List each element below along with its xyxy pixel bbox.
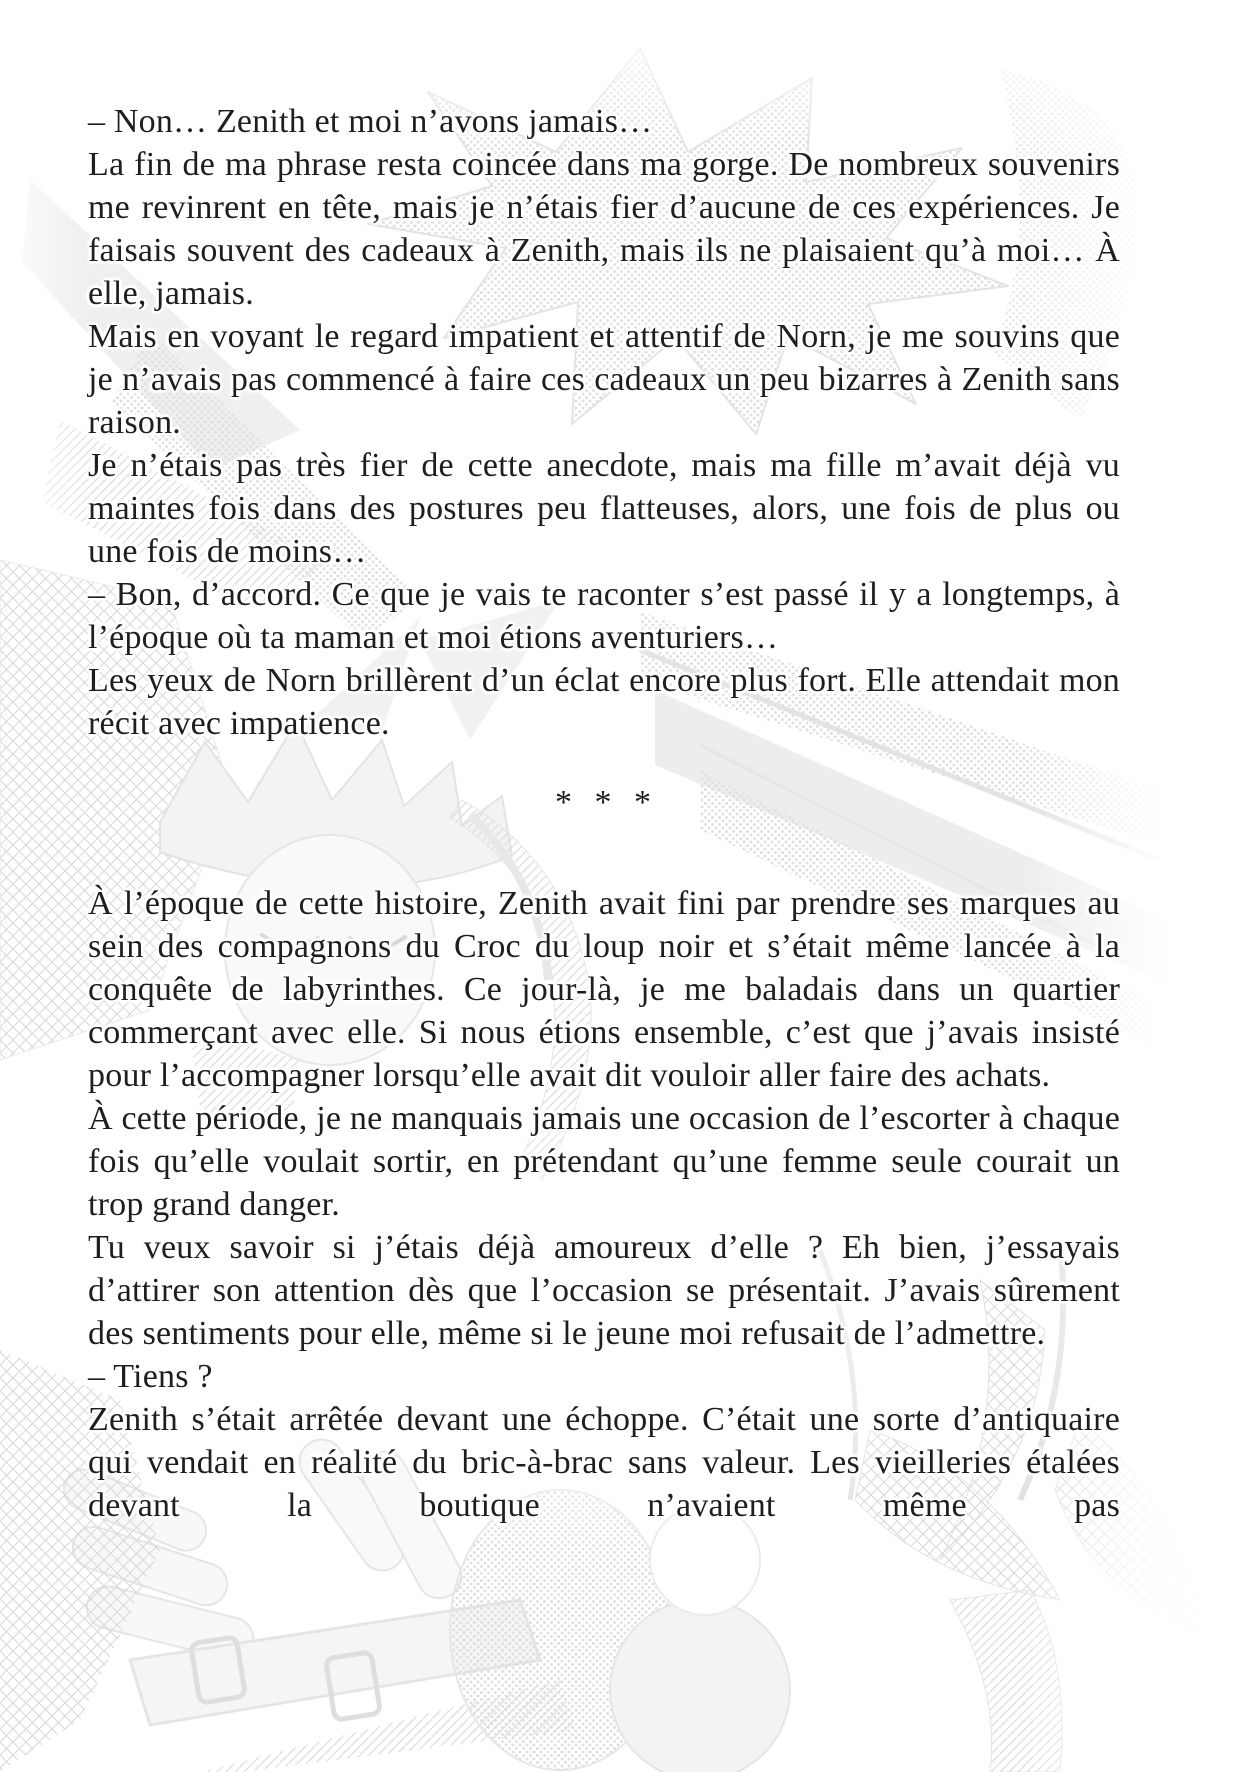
section-divider: * * * — [555, 784, 653, 821]
paragraph: Les yeux de Norn brillèrent d’un éclat encore plus fort. Elle attendait mon récit avec impatience. — [88, 662, 1120, 742]
paragraph: À l’époque de cette histoire, Zenith avait fini par prendre ses marques au sein des compagnons du Croc du loup noir et s’était même lancée à la conquête de labyrinthes. Ce jour-là, je me baladais dans un quartier commerçant avec elle. Si nous étions ensemble, c’est que j’avais insisté pour l’accompagner lorsqu’elle avait dit vouloir aller faire des achats. — [88, 885, 1120, 1094]
left-fade — [0, 0, 90, 520]
paragraph: Zenith s’était arrêtée devant une échoppe. C’était une sorte d’antiquaire qui vendait en réalité du bric-à-brac sans valeur. Les vieilleries étalées devant la boutique n’avaient même pas — [88, 1401, 1120, 1524]
paragraph: Je n’étais pas très fier de cette anecdote, mais ma fille m’avait déjà vu maintes fois dans des postures peu flatteuses, alors, une fois de plus ou une fois de moins… — [88, 447, 1120, 570]
paragraph-dialogue: – Bon, d’accord. Ce que je vais te raconter s’est passé il y a longtemps, à l’époque où ta maman et moi étions aventuriers… — [88, 576, 1120, 656]
paragraph: La fin de ma phrase resta coincée dans ma gorge. De nombreux souvenirs me revinrent en tête, mais je n’étais fier d’aucune de ces expériences. Je faisais souvent des cadeaux à Zenith, mais ils ne plaisaient qu’à moi… À elle, jamais. — [88, 146, 1120, 312]
body-text — [88, 100, 1120, 1527]
paragraph-dialogue: – Non… Zenith et moi n’avons jamais… — [88, 103, 653, 140]
paragraph-dialogue: – Tiens ? — [88, 1358, 213, 1395]
paragraph: Mais en voyant le regard impatient et attentif de Norn, je me souvins que je n’avais pas commencé à faire ces cadeaux un peu bizarres à Zenith sans raison. — [88, 318, 1120, 441]
paragraph: À cette période, je ne manquais jamais une occasion de l’escorter à chaque fois qu’elle voulait sortir, en prétendant qu’une femme seule courait un trop grand danger. — [88, 1100, 1120, 1223]
paragraph: Tu veux savoir si j’étais déjà amoureux d’elle ? Eh bien, j’essayais d’attirer son attention dès que l’occasion se présentait. J’avais sûrement des sentiments pour elle, même si le jeune moi refusait de l’admettre. — [88, 1229, 1120, 1352]
